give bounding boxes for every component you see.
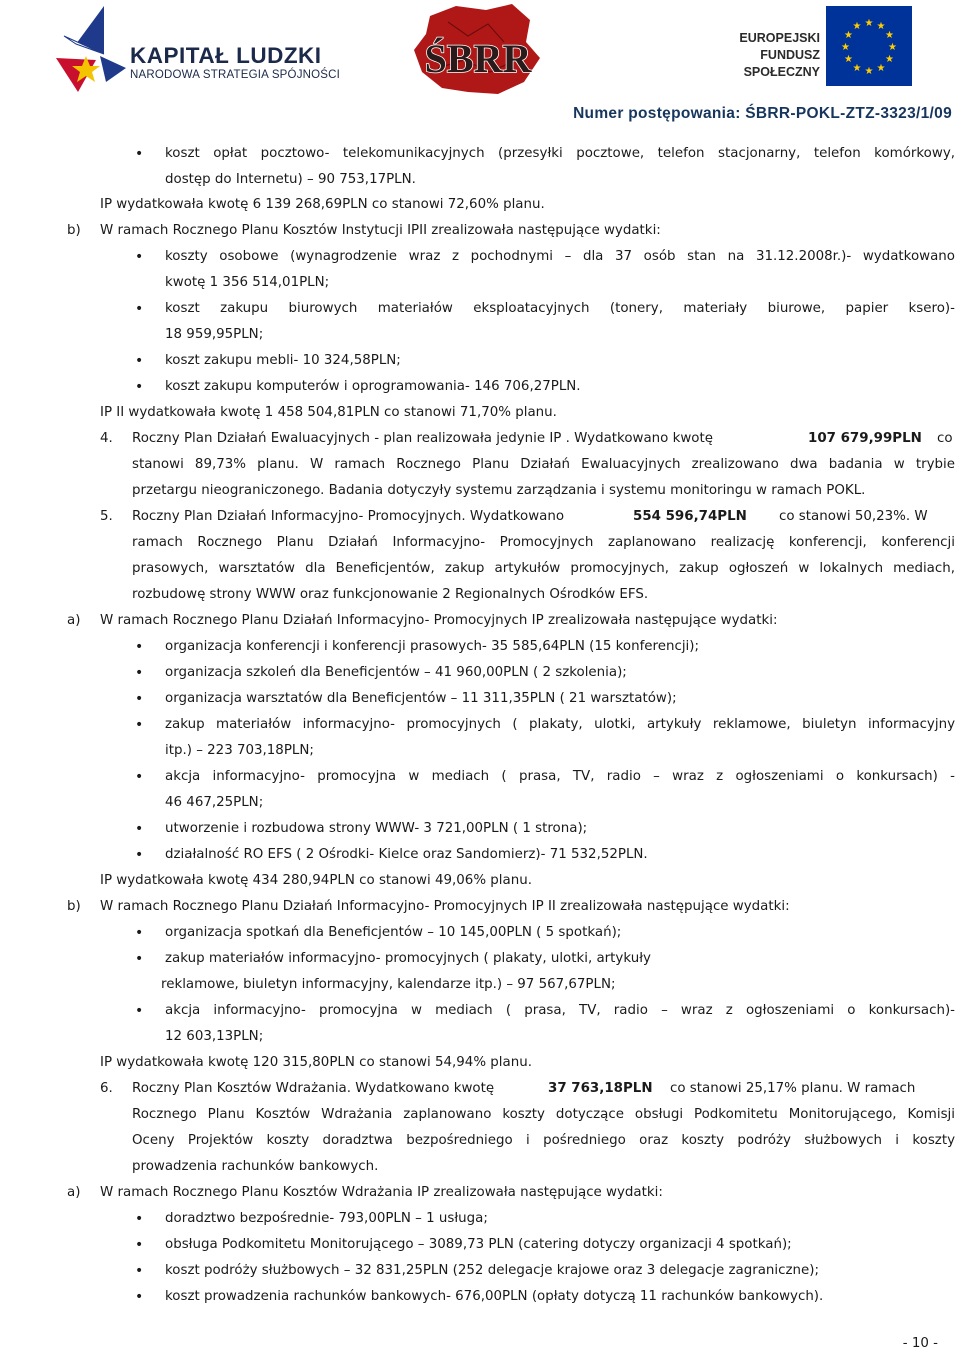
bullet-icon: • [135, 1003, 144, 1019]
bullet-icon: • [135, 769, 144, 785]
body-line: zakup materiałów informacyjno- promocyjnych ( plakaty, ulotki, artykuły [165, 951, 651, 966]
body-line: Rocznego Planu Kosztów Wdrażania zaplanowano koszty dotyczące obsługi Podkomitetu Monitorującego, Komisji [132, 1107, 955, 1122]
body-line: akcja informacyjno- promocyjna w mediach ( prasa, TV, radio – wraz z ogłoszeniami o konkursach) - [165, 769, 955, 784]
summary-line: IP II wydatkowała kwotę 1 458 504,81PLN co stanowi 71,70% planu. [100, 405, 557, 420]
amount-highlight: 37 763,18PLN [548, 1081, 653, 1096]
svg-text:★: ★ [852, 21, 862, 32]
body-line: 46 467,25PLN; [165, 795, 264, 810]
sbrr-map-icon [408, 2, 548, 98]
summary-line: IP wydatkowała kwotę 120 315,80PLN co stanowi 54,94% planu. [100, 1055, 532, 1070]
section-heading: Roczny Plan Kosztów Wdrażania. Wydatkowano kwotę [132, 1081, 495, 1096]
kapital-ludzki-title: KAPITAŁ LUDZKI [130, 43, 322, 68]
section-number: 4. [100, 431, 113, 446]
kapital-ludzki-logo [56, 6, 346, 92]
body-line: 18 959,95PLN; [165, 327, 264, 342]
section-intro: W ramach Rocznego Planu Działań Informacyjno- Promocyjnych IP II zrealizowała następujące wydatki: [100, 899, 790, 914]
body-line: organizacja spotkań dla Beneficjentów – 10 145,00PLN ( 5 spotkań); [165, 925, 622, 940]
svg-text:★: ★ [864, 18, 874, 29]
bullet-icon: • [135, 353, 144, 369]
body-line: koszt zakupu mebli- 10 324,58PLN; [165, 353, 401, 368]
kapital-ludzki-emblem-icon [56, 6, 126, 92]
body-line: co stanowi 25,17% planu. W ramach [670, 1081, 916, 1096]
list-label: b) [67, 223, 81, 238]
section-number: 6. [100, 1081, 113, 1096]
bullet-icon: • [135, 691, 144, 707]
bullet-icon: • [135, 639, 144, 655]
bullet-icon: • [135, 1263, 144, 1279]
body-line: koszty osobowe (wynagrodzenie wraz z pochodnymi – dla 37 osób stan na 31.12.2008r.)- wydatkowano [165, 249, 955, 264]
amount-highlight: 107 679,99PLN [808, 431, 922, 446]
body-line: zakup materiałów informacyjno- promocyjnych ( plakaty, ulotki, artykuły reklamowe, biuletyn informacyjny [165, 717, 955, 732]
section-intro: W ramach Rocznego Planu Kosztów Wdrażania IP zrealizowała następujące wydatki: [100, 1185, 663, 1200]
body-line: koszt prowadzenia rachunków bankowych- 676,00PLN (opłaty dotyczą 11 rachunków bankowych). [165, 1289, 824, 1304]
body-line: obsługa Podkomitetu Monitorującego – 3089,73 PLN (catering dotyczy organizacji 4 spotkań); [165, 1237, 792, 1252]
body-line: prowadzenia rachunków bankowych. [132, 1159, 379, 1174]
bullet-icon: • [135, 1211, 144, 1227]
amount-highlight: 554 596,74PLN [633, 509, 747, 524]
bullet-icon: • [135, 301, 144, 317]
bullet-icon: • [135, 146, 144, 162]
body-line: reklamowe, biuletyn informacyjny, kalendarze itp.) – 97 567,67PLN; [161, 977, 616, 992]
body-line: koszt zakupu biurowych materiałów eksploatacyjnych (tonery, materiały biurowe, papier ksero)- [165, 301, 955, 316]
eu-flag-icon [826, 6, 912, 86]
body-line: prasowych, warsztatów dla Beneficjentów, zakup artykułów promocyjnych, zakup ogłoszeń w lokalnych mediach, [132, 561, 955, 576]
summary-line: IP wydatkowała kwotę 434 280,94PLN co stanowi 49,06% planu. [100, 873, 532, 888]
body-line: organizacja warsztatów dla Beneficjentów – 11 311,35PLN ( 21 warsztatów); [165, 691, 677, 706]
body-line: utworzenie i rozbudowa strony WWW- 3 721,00PLN ( 1 strona); [165, 821, 588, 836]
svg-text:★: ★ [844, 54, 853, 65]
bullet-icon: • [135, 925, 144, 941]
body-line: co [937, 431, 953, 446]
bullet-icon: • [135, 1289, 144, 1305]
eu-line-2: FUNDUSZ SPOŁECZNY [743, 48, 820, 79]
bullet-icon: • [135, 665, 144, 681]
body-line: organizacja konferencji i konferencji prasowych- 35 585,64PLN (15 konferencji); [165, 639, 699, 654]
list-label: a) [67, 613, 81, 628]
body-line: Oceny Projektów koszty doradztwa bezpośredniego i pośredniego oraz koszty podróży służbowych i koszty [132, 1133, 955, 1148]
eu-line-1: EUROPEJSKI [739, 31, 820, 45]
svg-text:★: ★ [876, 63, 886, 74]
bullet-icon: • [135, 717, 144, 733]
body-line: przetargu nieograniczonego. Badania dotyczyły systemu zarządzania i systemu monitoringu w ramach POKL. [132, 483, 866, 498]
body-line: dostęp do Internetu) – 90 753,17PLN. [165, 172, 416, 187]
body-line: działalność RO EFS ( 2 Ośrodki- Kielce oraz Sandomierz)- 71 532,52PLN. [165, 847, 648, 862]
list-label: a) [67, 1185, 81, 1200]
svg-text:★: ★ [844, 30, 853, 41]
body-line: 12 603,13PLN; [165, 1029, 264, 1044]
svg-text:★: ★ [864, 66, 874, 77]
body-line: akcja informacyjno- promocyjna w mediach ( prasa, TV, radio – wraz z ogłoszeniami o konkursach)- [165, 1003, 955, 1018]
page-header [0, 0, 960, 122]
svg-text:★: ★ [852, 63, 862, 74]
body-line: koszt opłat pocztowo- telekomunikacyjnych (przesyłki pocztowe, telefon stacjonarny, telefon komórkowy, [165, 146, 955, 161]
section-intro: W ramach Rocznego Planu Działań Informacyjno- Promocyjnych IP zrealizowała następujące wydatki: [100, 613, 778, 628]
section-heading: Roczny Plan Działań Ewaluacyjnych - plan realizowała jedynie IP . Wydatkowano kwotę [132, 431, 713, 446]
svg-text:★: ★ [885, 54, 894, 65]
kapital-ludzki-subtitle: NARODOWA STRATEGIA SPÓJNOŚCI [130, 69, 341, 81]
svg-text:★: ★ [885, 30, 894, 41]
sbrr-logo [408, 2, 548, 98]
body-line: ramach Rocznego Planu Działań Informacyjno- Promocyjnych zaplanowano realizację konferencji, konferencji [132, 535, 955, 550]
body-line: koszt zakupu komputerów i oprogramowania- 146 706,27PLN. [165, 379, 581, 394]
kapital-ludzki-text [130, 44, 340, 81]
bullet-icon: • [135, 821, 144, 837]
svg-text:ŚBRR: ŚBRR [424, 36, 532, 81]
body-line: rozbudowę strony WWW oraz funkcjonowanie 2 Regionalnych Ośrodków EFS. [132, 587, 649, 602]
list-label: b) [67, 899, 81, 914]
svg-text:★: ★ [876, 21, 886, 32]
summary-line: IP wydatkowała kwotę 6 139 268,69PLN co stanowi 72,60% planu. [100, 197, 545, 212]
body-line: itp.) – 223 703,18PLN; [165, 743, 314, 758]
bullet-icon: • [135, 1237, 144, 1253]
bullet-icon: • [135, 847, 144, 863]
bullet-icon: • [135, 951, 144, 967]
svg-text:★: ★ [888, 42, 897, 53]
bullet-icon: • [135, 379, 144, 395]
case-number: Numer postępowania: ŚBRR-POKL-ZTZ-3323/1/09 [573, 105, 952, 122]
section-heading: Roczny Plan Działań Informacyjno- Promocyjnych. Wydatkowano [132, 509, 565, 524]
body-line: doradztwo bezpośrednie- 793,00PLN – 1 usługa; [165, 1211, 488, 1226]
body-line: stanowi 89,73% planu. W ramach Rocznego Planu Działań Ewaluacyjnych zrealizowano dwa badania w trybie [132, 457, 955, 472]
svg-text:★: ★ [841, 42, 850, 53]
body-line: koszt podróży służbowych – 32 831,25PLN (252 delegacje krajowe oraz 3 delegacje zagraniczne); [165, 1263, 819, 1278]
page-number: - 10 - [902, 1336, 938, 1351]
bullet-icon: • [135, 249, 144, 265]
body-line: kwotę 1 356 514,01PLN; [165, 275, 330, 290]
eu-fund-text [698, 30, 820, 81]
body-line: co stanowi 50,23%. W [779, 509, 928, 524]
section-number: 5. [100, 509, 113, 524]
body-line: organizacja szkoleń dla Beneficjentów – 41 960,00PLN ( 2 szkolenia); [165, 665, 627, 680]
section-intro: W ramach Rocznego Planu Kosztów Instytucji IPII zrealizowała następujące wydatki: [100, 223, 661, 238]
